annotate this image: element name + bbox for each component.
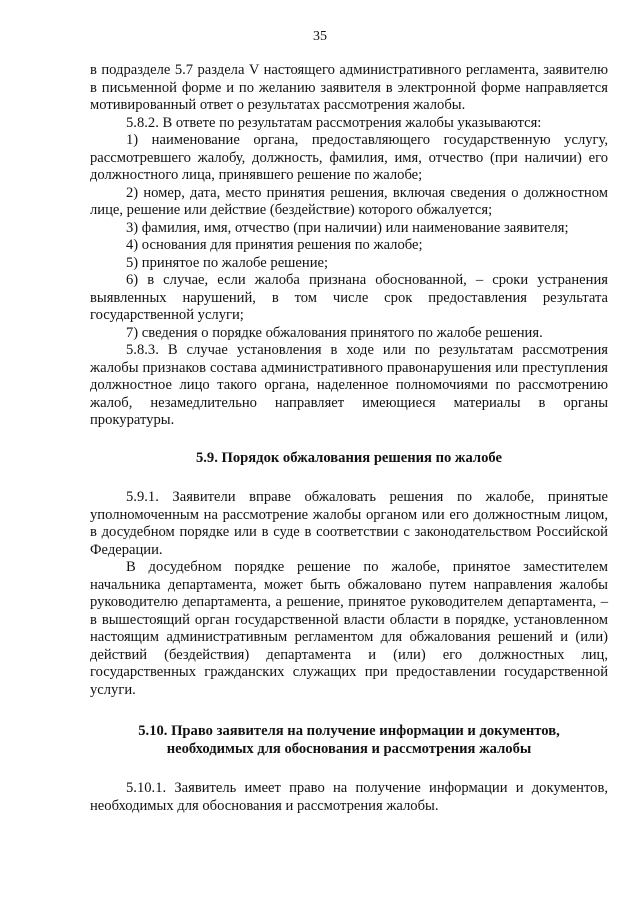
section-5-8-text <box>90 62 608 430</box>
section-5-10-text <box>90 780 608 815</box>
heading-5-10-line-1: 5.10. Право заявителя на получение информации и документов, <box>138 723 560 739</box>
paragraph: 4) основания для принятия решения по жалобе; <box>126 237 423 253</box>
paragraph: 5.9.1. Заявители вправе обжаловать решения по жалобе, принятые уполномоченным на рассмотрение жалобы органом или его должностным лицом, в досудебном порядке или в суде в соответствии с законодательством Российской Федерации. <box>90 489 608 558</box>
paragraph: 3) фамилия, имя, отчество (при наличии) или наименование заявителя; <box>126 219 569 236</box>
paragraph: 5.10.1. Заявитель имеет право на получение информации и документов, необходимых для обоснования и рассмотрения жалобы. <box>90 780 608 814</box>
heading-5-10 <box>90 723 608 758</box>
page-number: 35 <box>313 29 327 44</box>
paragraph: 5.8.3. В случае установления в ходе или по результатам рассмотрения жалобы признаков состава административного правонарушения или преступления должностное лицо такого органа, наделенное полномочиями по рассмотрению жалоб, незамедлительно направляет имеющиеся материалы в органы прокуратуры. <box>90 342 608 428</box>
paragraph: 7) сведения о порядке обжалования принятого по жалобе решения. <box>126 324 543 341</box>
paragraph: 1) наименование органа, предоставляющего государственную услугу, рассмотревшего жалобу, должность, фамилия, имя, отчество (при наличии) его должностного лица, принявшего решение по жалобе; <box>90 132 608 183</box>
paragraph: 2) номер, дата, место принятия решения, включая сведения о должностном лице, решение или действие (бездействие) которого обжалуется; <box>90 184 608 218</box>
paragraph: 5.8.2. В ответе по результатам рассмотрения жалобы указываются: <box>126 114 542 131</box>
heading-5-9: 5.9. Порядок обжалования решения по жалобе <box>195 449 502 466</box>
section-5-9-text <box>90 489 608 699</box>
paragraph: в подразделе 5.7 раздела V настоящего административного регламента, заявителю в письменной форме и по желанию заявителя в электронной форме направляется мотивированный ответ о результатах рассмотрения жалобы. <box>90 62 608 113</box>
document-body <box>90 62 608 815</box>
paragraph: В досудебном порядке решение по жалобе, принятое заместителем начальника департамента, может быть обжаловано путем направления жалобы руководителю департамента, а решение, принятое руководителем департамента, – в вышестоящий орган государственной власти области в порядке, установленном настоящим административным регламентом для обжалования решений и (или) действий (бездействия) департамента и (или) его должностных лиц, государственных гражданских служащих при предоставлении государственной услуги. <box>90 559 608 698</box>
paragraph: 5) принятое по жалобе решение; <box>126 254 329 271</box>
heading-5-10-line-2: необходимых для обоснования и рассмотрения жалобы <box>166 740 532 757</box>
paragraph: 6) в случае, если жалоба признана обоснованной, – сроки устранения выявленных нарушений, в том числе срок предоставления результата государственной услуги; <box>90 272 608 323</box>
